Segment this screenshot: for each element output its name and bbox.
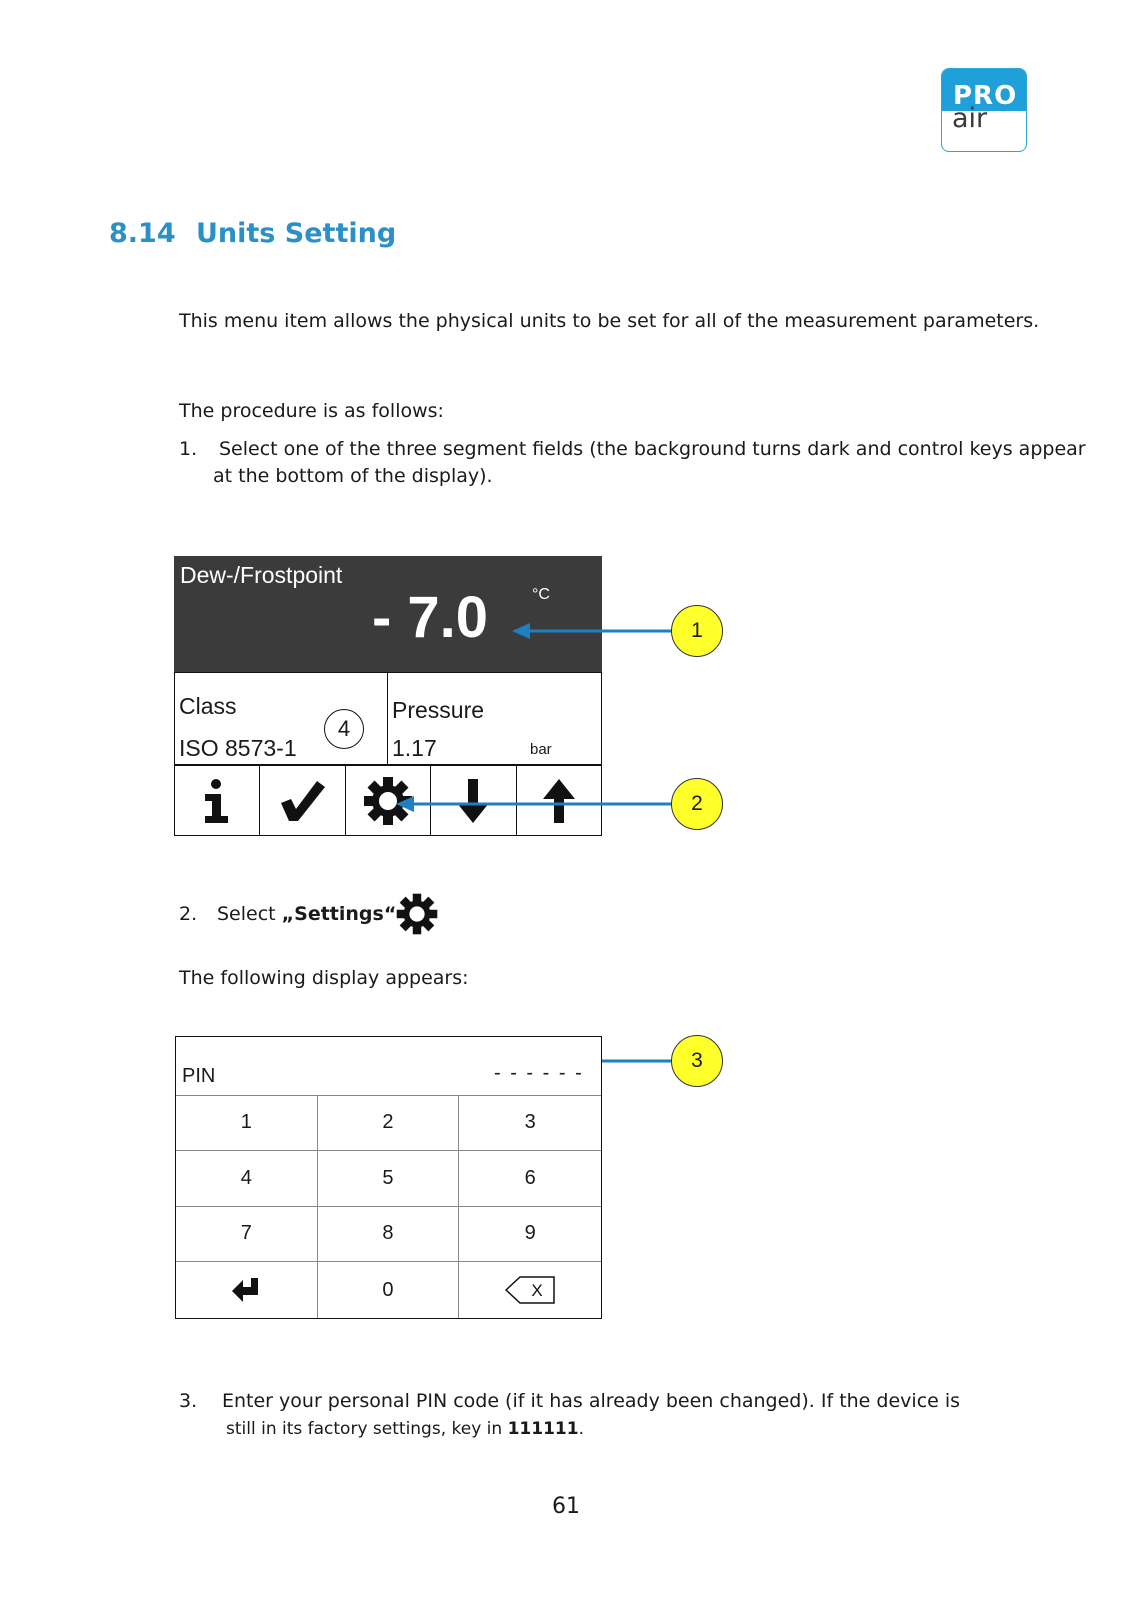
- page-number: 61: [552, 1494, 580, 1519]
- factory-pin: 111111: [507, 1419, 579, 1439]
- enter-icon: [231, 1277, 261, 1303]
- gear-icon: [395, 892, 439, 936]
- callout-3: 3: [671, 1035, 723, 1087]
- step2-number: 2.: [179, 903, 198, 925]
- pressure-label: Pressure: [392, 697, 485, 723]
- step1-number: 1.: [179, 438, 198, 460]
- pin-key-1[interactable]: 1: [176, 1095, 318, 1151]
- step2-settings-label: „Settings“: [281, 903, 397, 925]
- pin-key-enter[interactable]: [176, 1262, 318, 1318]
- step3-line2: [226, 1419, 584, 1439]
- pin-header: [176, 1037, 601, 1096]
- pin-entry-display: [175, 1036, 602, 1319]
- section-number: 8.14: [109, 218, 176, 249]
- dewpoint-value: - 7.0: [372, 585, 489, 650]
- pin-key-backspace[interactable]: [459, 1262, 601, 1318]
- pin-key-5[interactable]: 5: [318, 1151, 460, 1207]
- pin-label: PIN: [182, 1065, 216, 1087]
- dewpoint-unit: °C: [532, 586, 550, 603]
- following-text: The following display appears:: [179, 967, 469, 989]
- pin-key-9[interactable]: 9: [459, 1207, 601, 1263]
- pin-key-7[interactable]: 7: [176, 1207, 318, 1263]
- arrow-1: [512, 623, 672, 639]
- step2-text: [217, 903, 396, 925]
- pin-keypad: [176, 1095, 601, 1318]
- step1-line1: Select one of the three segment fields (the background turns dark and control keys appear: [219, 438, 1086, 460]
- callout-1: 1: [671, 605, 723, 657]
- step3-line1: Enter your personal PIN code (if it has already been changed). If the device is: [222, 1390, 961, 1412]
- section-title: Units Setting: [196, 218, 397, 249]
- intro-text: This menu item allows the physical units to be set for all of the measurement parameters.: [179, 310, 1040, 332]
- pin-key-4[interactable]: 4: [176, 1151, 318, 1207]
- pressure-unit: bar: [530, 741, 552, 758]
- logo-air-text: air: [952, 103, 988, 134]
- step1-line2: at the bottom of the display).: [213, 465, 493, 487]
- callout-2: 2: [671, 778, 723, 830]
- step3-line2-end: .: [578, 1419, 584, 1439]
- class-value: ISO 8573-1: [179, 735, 297, 761]
- step3-number: 3.: [179, 1390, 198, 1412]
- backspace-label: X: [531, 1281, 543, 1301]
- procedure-intro: The procedure is as follows:: [179, 400, 444, 422]
- arrow-2: [396, 796, 672, 812]
- logo-pro-text: PRO: [942, 69, 1026, 111]
- step3-line2-text: still in its factory settings, key in: [226, 1419, 508, 1439]
- pin-key-0[interactable]: 0: [318, 1262, 460, 1318]
- pin-key-6[interactable]: 6: [459, 1151, 601, 1207]
- pin-key-2[interactable]: 2: [318, 1095, 460, 1151]
- marker-4: 4: [324, 709, 364, 749]
- pin-key-3[interactable]: 3: [459, 1095, 601, 1151]
- step2-text-plain: Select: [217, 903, 282, 925]
- pin-key-8[interactable]: 8: [318, 1207, 460, 1263]
- dewpoint-label: Dew-/Frostpoint: [180, 562, 343, 588]
- class-label: Class: [179, 693, 237, 719]
- pin-input-dashes[interactable]: - - - - - -: [494, 1062, 584, 1084]
- backspace-icon: [504, 1275, 556, 1305]
- pressure-value: 1.17: [392, 735, 437, 761]
